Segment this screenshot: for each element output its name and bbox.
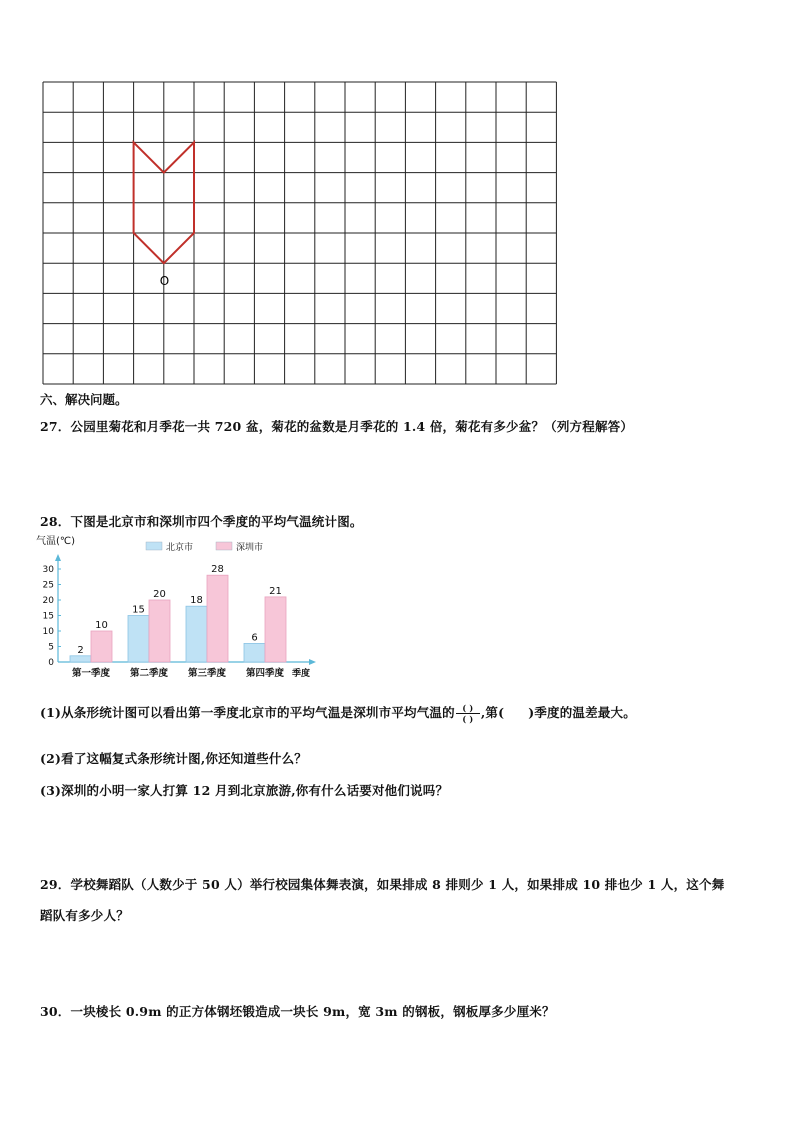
bar-value-label: 6 bbox=[251, 632, 258, 644]
question-29-line1: 29．学校舞蹈队（人数少于 50 人）举行校园集体舞表演，如果排成 8 排则少 1 人，如果排成 10 排也少 1 人，这个舞 bbox=[40, 877, 725, 892]
fraction-blank bbox=[456, 704, 480, 723]
y-axis-label: 气温(℃) bbox=[36, 536, 76, 547]
bar bbox=[244, 643, 265, 662]
bar-value-label: 21 bbox=[269, 585, 282, 597]
bar bbox=[128, 616, 149, 663]
x-axis-label: 季度 bbox=[292, 669, 311, 679]
bar-value-label: 18 bbox=[190, 595, 203, 607]
y-tick-label: 25 bbox=[42, 580, 54, 591]
legend-label: 深圳市 bbox=[236, 543, 264, 553]
category-label: 第四季度 bbox=[245, 668, 285, 679]
sub1-text-before: (1)从条形统计图可以看出第一季度北京市的平均气温是深圳市平均气温的 bbox=[40, 705, 455, 720]
y-tick-label: 0 bbox=[48, 658, 54, 668]
category-label: 第二季度 bbox=[129, 668, 169, 679]
bar bbox=[207, 575, 228, 662]
legend-label: 北京市 bbox=[166, 543, 194, 553]
y-tick-label: 15 bbox=[42, 611, 54, 622]
bar bbox=[186, 606, 207, 662]
bar-value-label: 10 bbox=[95, 620, 108, 631]
coordinate-grid bbox=[0, 0, 794, 400]
question-28-sub3: (3)深圳的小明一家人打算 12 月到北京旅游,你有什么话要对他们说吗？ bbox=[40, 783, 449, 798]
bar-value-label: 20 bbox=[153, 589, 166, 600]
grid-lines bbox=[43, 82, 556, 384]
question-28-stem: 28．下图是北京市和深圳市四个季度的平均气温统计图。 bbox=[40, 514, 363, 529]
question-30: 30．一块棱长 0.9m 的正方体钢坯锻造成一块长 9m，宽 3m 的钢板，钢板厚多少厘米？ bbox=[40, 1004, 555, 1019]
bar bbox=[70, 656, 91, 662]
point-o-label: O bbox=[159, 274, 170, 289]
legend-swatch bbox=[216, 542, 232, 550]
y-axis-arrow bbox=[55, 554, 61, 561]
bar-value-label: 2 bbox=[77, 644, 84, 656]
fraction-numerator: ( ) bbox=[456, 704, 480, 714]
x-axis-arrow bbox=[309, 659, 316, 665]
question-27: 27．公园里菊花和月季花一共 720 盆，菊花的盆数是月季花的 1.4 倍，菊花有多少盆？（列方程解答） bbox=[40, 419, 634, 434]
question-28-sub1 bbox=[40, 703, 636, 723]
category-label: 第三季度 bbox=[187, 668, 227, 679]
y-tick-label: 30 bbox=[42, 565, 54, 575]
question-28-sub2: (2)看了这幅复式条形统计图,你还知道些什么？ bbox=[40, 751, 307, 766]
bar bbox=[265, 597, 286, 662]
bar-value-label: 28 bbox=[211, 564, 224, 576]
y-tick-label: 20 bbox=[42, 596, 54, 606]
y-tick-label: 10 bbox=[42, 627, 54, 637]
bar bbox=[149, 600, 170, 662]
question-29-line2: 蹈队有多少人？ bbox=[40, 908, 129, 923]
section-title: 六、解决问题。 bbox=[40, 392, 128, 407]
sub1-text-mid: ,第( bbox=[480, 705, 505, 720]
sub1-text-after: )季度的温差最大。 bbox=[528, 705, 636, 720]
fraction-denominator: ( ) bbox=[462, 714, 474, 724]
bar-chart bbox=[34, 528, 334, 680]
category-label: 第一季度 bbox=[71, 668, 111, 679]
bar bbox=[91, 631, 112, 662]
legend-swatch bbox=[146, 542, 162, 550]
y-tick-label: 5 bbox=[48, 642, 54, 653]
bar-value-label: 15 bbox=[132, 604, 145, 616]
